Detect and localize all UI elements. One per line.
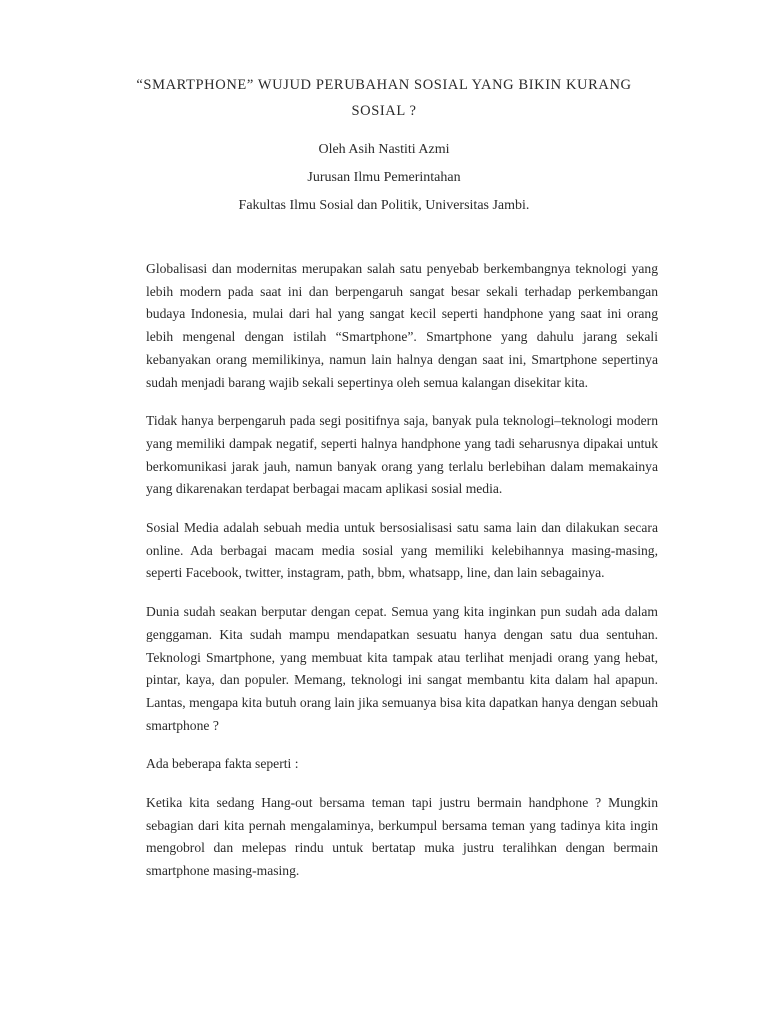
paragraph: Ada beberapa fakta seperti : (146, 756, 299, 772)
document-title: “SMARTPHONE” WUJUD PERUBAHAN SOSIAL YANG BIKIN KURANG SOSIAL ? (136, 77, 632, 119)
paragraph: Sosial Media adalah sebuah media untuk bersosialisasi satu sama lain dan dilakukan secara online. Ada berbagai macam media sosial yang memiliki kelebihannya masing-masing, seperti Facebook, twitter, instagram, path, bbm, whatsapp, line, dan lain sebagainya. (146, 520, 658, 581)
faculty-line: Fakultas Ilmu Sosial dan Politik, Universitas Jambi. (238, 198, 530, 213)
author-line: Oleh Asih Nastiti Azmi (318, 142, 450, 157)
paragraph: Globalisasi dan modernitas merupakan salah satu penyebab berkembangnya teknologi yang lebih modern pada saat ini dan berpengaruh sangat besar sekali terhadap perkembangan budaya Indonesia, mulai dari hal yang sangat kecil seperti handphone yang saat ini orang lebih mengenal dengan istilah “Smartphone”. Smartphone yang dahulu jarang sekali kebanyakan orang memilikinya, namun lain halnya dengan saat ini, Smartphone sepertinya sudah menjadi barang wajib sekali sepertinya oleh semua kalangan disekitar kita. (146, 261, 658, 390)
paragraph: Dunia sudah seakan berputar dengan cepat. Semua yang kita inginkan pun sudah ada dalam genggaman. Kita sudah mampu mendapatkan sesuatu hanya dengan satu dua sentuhan. Teknologi Smartphone, yang membuat kita tampak atau terlihat menjadi orang yang hebat, pintar, kaya, dan populer. Memang, teknologi ini sangat membantu kita dalam hal apapun. Lantas, mengapa kita butuh orang lain jika semuanya bisa kita dapatkan hanya dengan sebuah smartphone ? (146, 604, 658, 733)
paragraph: Ketika kita sedang Hang-out bersama teman tapi justru bermain handphone ? Mungkin sebagian dari kita pernah mengalaminya, berkumpul bersama teman yang tadinya kita ingin mengobrol dan melepas rindu untuk bertatap muka justru teralihkan dengan bermain smartphone masing-masing. (146, 795, 658, 879)
document-body (146, 258, 658, 899)
paragraph: Tidak hanya berpengaruh pada segi positifnya saja, banyak pula teknologi–teknologi modern yang memiliki dampak negatif, seperti halnya handphone yang tadi seharusnya dipakai untuk berkomunikasi jarak jauh, namun banyak orang yang terlalu berlebihan dalam memakainya yang dikarenakan terdapat berbagai macam aplikasi sosial media. (146, 413, 658, 497)
document-header (0, 72, 768, 215)
department-line: Jurusan Ilmu Pemerintahan (307, 170, 461, 185)
